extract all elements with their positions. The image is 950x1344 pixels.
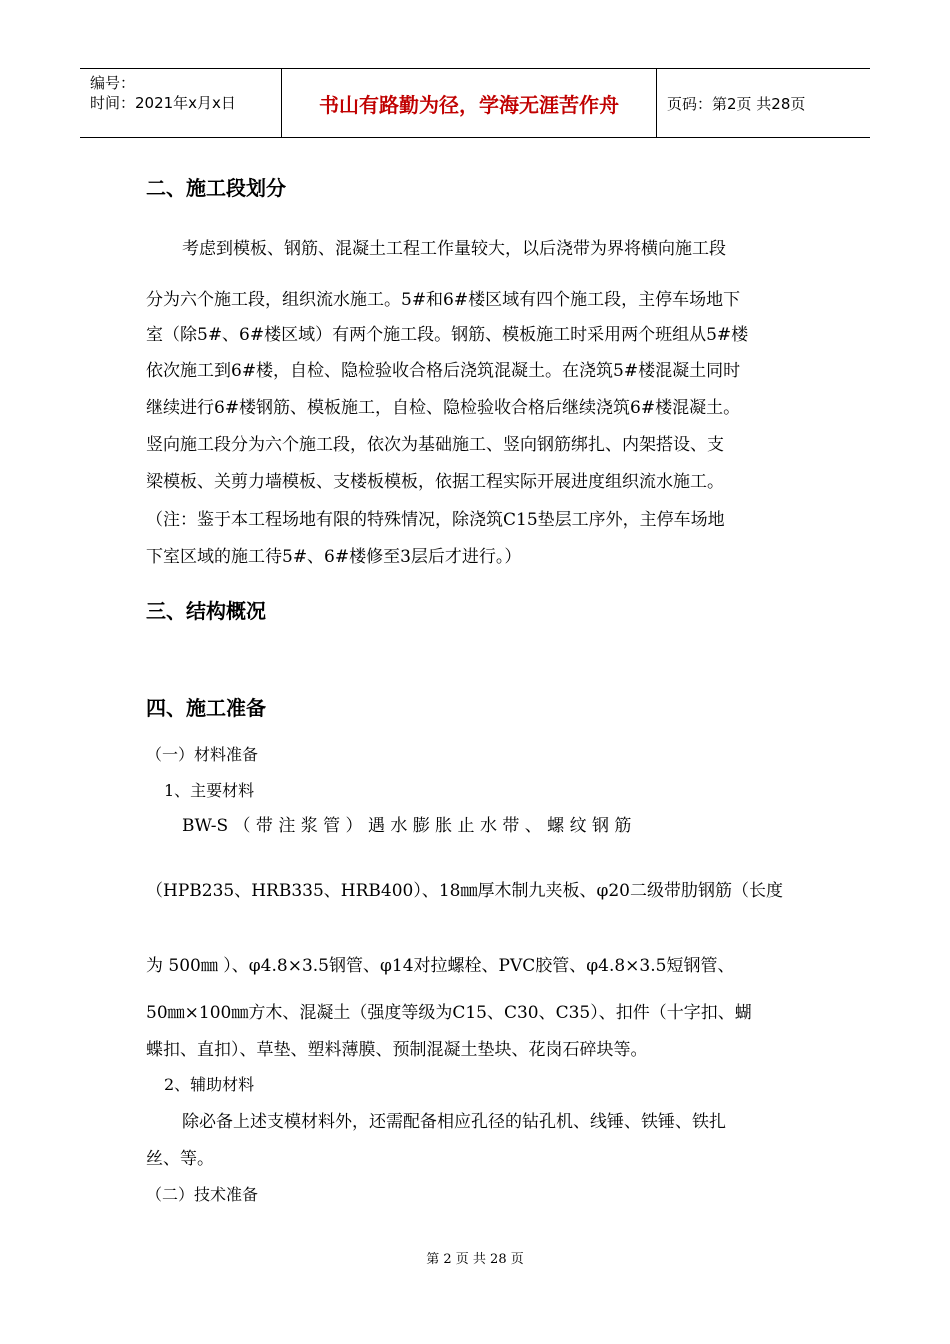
section-2-line: 分为六个施工段，组织流水施工。5#和6#楼区域有四个施工段，主停车场地下 [146, 290, 741, 310]
subsection-materials: （一）材料准备 [146, 745, 259, 764]
materials-line: （HPB235、HRB335、HRB400）、18㎜厚木制九夹板、φ20二级带肋钢筋（长度 [146, 881, 784, 901]
page-footer: 第 2 页 共 28 页 [426, 1252, 524, 1267]
header-left-cell [80, 69, 282, 137]
document-time-label: 时间：2021年x月x日 [90, 94, 236, 112]
materials-line: 蝶扣、直扣）、草垫、塑料薄膜、预制混凝土垫块、花岗石碎块等。 [146, 1040, 648, 1060]
section-2-heading: 二、施工段划分 [146, 176, 286, 200]
section-2-line: 下室区域的施工待5#、6#楼修至3层后才进行。） [146, 547, 522, 567]
section-4-heading: 四、施工准备 [146, 696, 266, 720]
aux-materials-line: 除必备上述支模材料外，还需配备相应孔径的钻孔机、线锤、铁锤、铁扎 [182, 1112, 726, 1132]
section-2-line: 继续进行6#楼钢筋、模板施工，自检、隐检验收合格后继续浇筑6#楼混凝土。 [146, 398, 741, 418]
materials-line: 为 500㎜ ）、φ4.8×3.5钢管、φ14对拉螺栓、PVC胶管、φ4.8×3.5短钢管、 [146, 956, 735, 976]
item-aux-materials: 2、辅助材料 [164, 1075, 255, 1094]
materials-line: BW-S （ 带 注 浆 管 ） 遇 水 膨 胀 止 水 带 、 螺 纹 钢 筋 [182, 816, 632, 836]
section-3-heading: 三、结构概况 [146, 599, 266, 623]
document-number-label: 编号： [90, 74, 136, 92]
item-main-materials: 1、主要材料 [164, 781, 255, 800]
section-2-line: 依次施工到6#楼，自检、隐检验收合格后浇筑混凝土。在浇筑5#楼混凝土同时 [146, 361, 741, 381]
section-2-line: 室（除5#、6#楼区域）有两个施工段。钢筋、模板施工时采用两个班组从5#楼 [146, 325, 749, 345]
section-2-line: 梁模板、关剪力墙模板、支楼板模板，依据工程实际开展进度组织流水施工。 [146, 472, 724, 492]
header-motto: 书山有路勤为径，学海无涯苦作舟 [282, 69, 657, 137]
aux-materials-line: 丝、等。 [146, 1149, 214, 1169]
header-page-info: 页码：第2页 共28页 [667, 94, 806, 113]
section-2-line: （注：鉴于本工程场地有限的特殊情况，除浇筑C15垫层工序外，主停车场地 [146, 510, 725, 530]
section-2-line: 考虑到模板、钢筋、混凝土工程工作量较大，以后浇带为界将横向施工段 [182, 239, 726, 259]
materials-line: 50㎜×100㎜方木、混凝土（强度等级为C15、C30、C35）、扣件（十字扣、蝴 [146, 1003, 752, 1023]
subsection-technical: （二）技术准备 [146, 1185, 259, 1204]
section-2-line: 竖向施工段分为六个施工段，依次为基础施工、竖向钢筋绑扎、内架搭设、支 [146, 435, 724, 455]
header-table [80, 68, 870, 138]
